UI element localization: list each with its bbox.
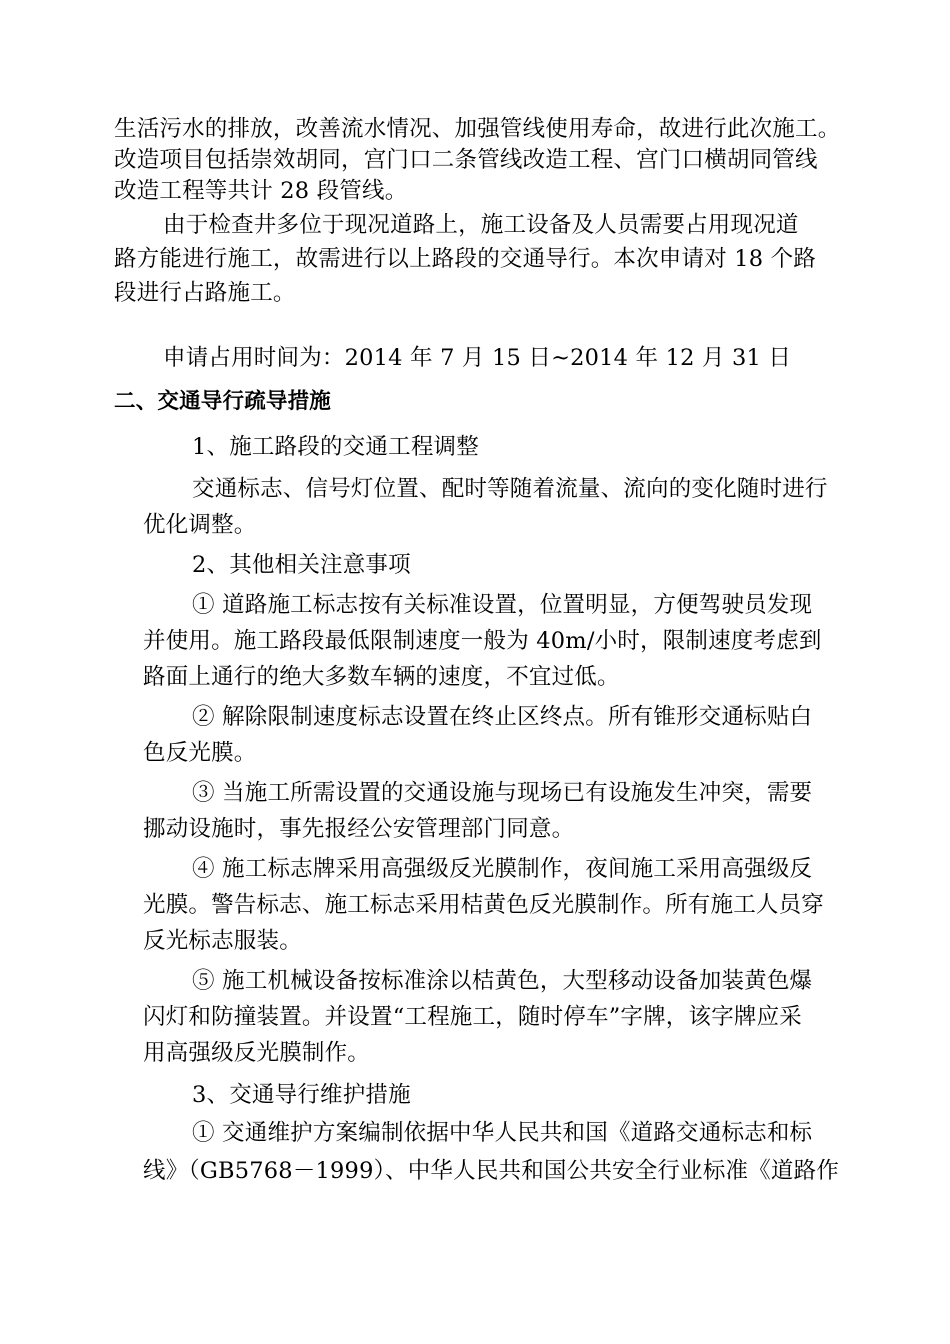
sub-2-item-3-line-1: ③ 当施工所需设置的交通设施与现场已有设施发生冲突，需要 [192, 780, 813, 806]
sub-2-item-4-line-1: ④ 施工标志牌采用高强级反光膜制作，夜间施工采用高强级反 [192, 856, 813, 882]
sub-2-title: 2、其他相关注意事项 [192, 552, 411, 578]
sub-2-item-2-line-2: 色反光膜。 [143, 740, 257, 766]
intro-line-2: 改造项目包括崇效胡同，宫门口二条管线改造工程、宫门口横胡同管线 [114, 147, 818, 173]
sub-2-item-3-line-2: 挪动设施时，事先报经公安管理部门同意。 [143, 816, 575, 842]
sub-2-item-5-line-2: 闪灯和防撞装置。并设置“工程施工，随时停车”字牌，该字牌应采 [143, 1004, 803, 1030]
sub-2-item-4-line-3: 反光标志服装。 [143, 928, 302, 954]
intro-line-3: 改造工程等共计 28 段管线。 [114, 178, 408, 204]
sub-2-item-1-line-3: 路面上通行的绝大多数车辆的速度，不宜过低。 [143, 664, 620, 690]
reason-line-2: 路方能进行施工，故需进行以上路段的交通导行。本次申请对 18 个路 [114, 246, 817, 272]
intro-line-1: 生活污水的排放，改善流水情况、加强管线使用寿命，故进行此次施工。 [114, 116, 841, 142]
sub-1-line-2: 优化调整。 [143, 512, 257, 538]
sub-2-item-5-line-3: 用高强级反光膜制作。 [143, 1040, 371, 1066]
section-2-heading: 二、交通导行疏导措施 [114, 389, 332, 414]
reason-line-3: 段进行占路施工。 [114, 280, 296, 306]
sub-3-item-1-line-1: ① 交通维护方案编制依据中华人民共和国《道路交通标志和标 [192, 1120, 813, 1146]
sub-1-line-1: 交通标志、信号灯位置、配时等随着流量、流向的变化随时进行 [192, 476, 828, 502]
sub-3-title: 3、交通导行维护措施 [192, 1082, 411, 1108]
sub-2-item-5-line-1: ⑤ 施工机械设备按标准涂以桔黄色，大型移动设备加装黄色爆 [192, 968, 813, 994]
occupation-time: 申请占用时间为：2014 年 7 月 15 日~2014 年 12 月 31 日 [163, 345, 792, 371]
sub-3-item-1-line-2: 线》（GB5768－1999）、中华人民共和国公共安全行业标准《道路作 [143, 1158, 840, 1184]
sub-2-item-1-line-1: ① 道路施工标志按有关标准设置，位置明显，方便驾驶员发现 [192, 592, 813, 618]
sub-2-item-4-line-2: 光膜。警告标志、施工标志采用桔黄色反光膜制作。所有施工人员穿 [143, 892, 825, 918]
sub-1-title: 1、施工路段的交通工程调整 [192, 434, 479, 460]
reason-line-1: 由于检查井多位于现况道路上，施工设备及人员需要占用现况道 [163, 212, 799, 238]
sub-2-item-1-line-2: 并使用。施工路段最低限制速度一般为 40m/小时，限制速度考虑到 [143, 628, 822, 654]
sub-2-item-2-line-1: ② 解除限制速度标志设置在终止区终点。所有锥形交通标贴白 [192, 704, 813, 730]
